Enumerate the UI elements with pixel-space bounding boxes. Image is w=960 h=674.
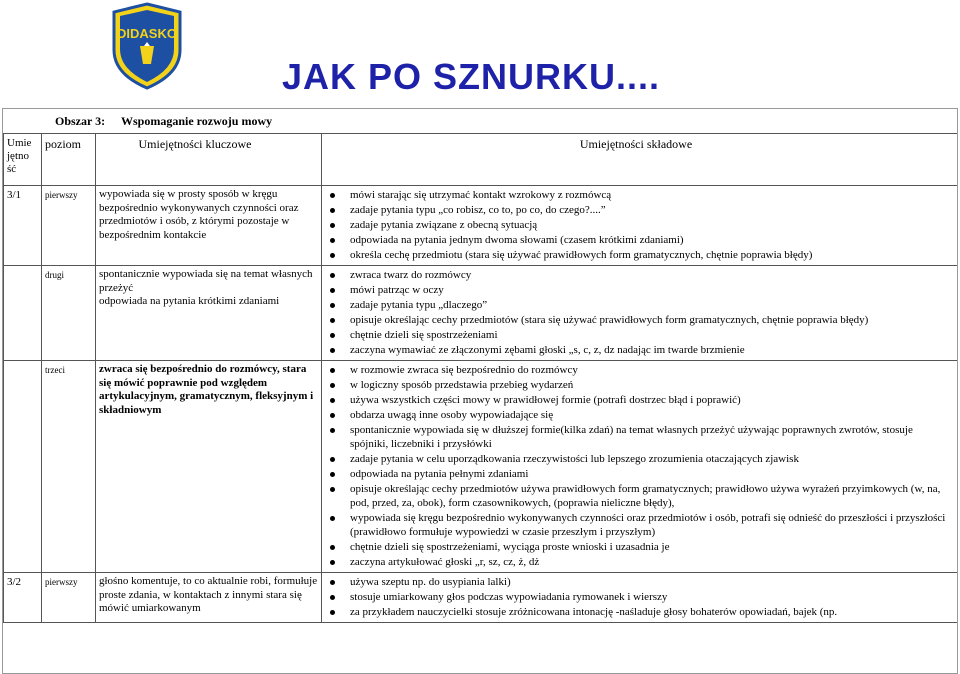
list-item-text: zaczyna artykułować głoski „r, sz, cz, ż, dż xyxy=(350,556,540,568)
list-item xyxy=(322,203,957,217)
list-item xyxy=(322,328,957,342)
bullet-icon xyxy=(330,413,335,418)
bullet-icon xyxy=(330,273,335,278)
list-item-text: mówi patrząc w oczy xyxy=(350,284,444,296)
header-level: poziom xyxy=(42,134,96,186)
table-row xyxy=(4,266,958,361)
didasko-shield-icon xyxy=(110,2,184,90)
area-name: Wspomaganie rozwoju mowy xyxy=(121,114,273,128)
list-item xyxy=(322,467,957,481)
list-item-text: opisuje określając cechy przedmiotów (stara się używać prawidłowych form gramatycznych, chętnie poprawia błędy) xyxy=(350,314,869,326)
list-item xyxy=(322,590,957,604)
list-item-text: używa szeptu np. do usypiania lalki) xyxy=(350,576,511,588)
component-skills-list xyxy=(322,186,957,265)
list-item xyxy=(322,233,957,247)
bullet-icon xyxy=(330,545,335,550)
list-item xyxy=(322,378,957,392)
list-item-text: zadaje pytania związane z obecną sytuacją xyxy=(350,219,538,231)
logo-text: DIDASKO xyxy=(117,26,177,41)
list-item-text: odpowiada na pytania pełnymi zdaniami xyxy=(350,468,529,480)
bullet-icon xyxy=(330,516,335,521)
bullet-icon xyxy=(330,253,335,258)
bullet-icon xyxy=(330,560,335,565)
area-header xyxy=(3,109,957,133)
list-item xyxy=(322,452,957,466)
skill-code xyxy=(4,266,42,361)
bullet-icon xyxy=(330,288,335,293)
list-item-text: określa cechę przedmiotu (stara się używać prawidłowych form gramatycznych, chętnie poprawia błędy) xyxy=(350,249,813,261)
bullet-icon xyxy=(330,223,335,228)
bullet-icon xyxy=(330,333,335,338)
level-label: trzeci xyxy=(42,361,96,573)
bullet-icon xyxy=(330,368,335,373)
list-item-text: opisuje określając cechy przedmiotów używa prawidłowych form gramatycznych; prawidłowo używa wyrażeń przyimkowych (w, na, pod, przed, za, obok), form czasownikowych, (poprawia nieliczne błędy), xyxy=(350,483,941,509)
list-item xyxy=(322,605,957,619)
header-skill-code: Umie jętno ść xyxy=(4,134,42,186)
header-key-skills: Umiejętności kluczowe xyxy=(96,134,322,186)
list-item xyxy=(322,511,957,539)
area-label: Obszar 3: xyxy=(55,114,106,128)
list-item-text: chętnie dzieli się spostrzeżeniami, wyciąga proste wnioski i uzasadnia je xyxy=(350,541,670,553)
key-skill: wypowiada się w prosty sposób w kręgu bezpośrednio wykonywanych czynności oraz przedmiotów i osób, z którymi pozostaje w bezpośrednim kontakcie xyxy=(96,186,322,266)
list-item xyxy=(322,540,957,554)
bullet-icon xyxy=(330,208,335,213)
bullet-icon xyxy=(330,193,335,198)
list-item xyxy=(322,408,957,422)
list-item xyxy=(322,393,957,407)
bullet-icon xyxy=(330,303,335,308)
component-skills-list xyxy=(322,266,957,360)
list-item-text: chętnie dzieli się spostrzeżeniami xyxy=(350,329,498,341)
bullet-icon xyxy=(330,595,335,600)
bullet-icon xyxy=(330,610,335,615)
list-item xyxy=(322,248,957,262)
list-item xyxy=(322,363,957,377)
list-item-text: zadaje pytania typu „co robisz, co to, po co, do czego?....” xyxy=(350,204,606,216)
component-skills-cell xyxy=(322,186,958,266)
list-item xyxy=(322,575,957,589)
bullet-icon xyxy=(330,348,335,353)
list-item-text: za przykładem nauczycielki stosuje zróżnicowana intonację -naśladuje głosy bohaterów opowiadań, bajek (np. xyxy=(350,606,838,618)
list-item xyxy=(322,313,957,327)
bullet-icon xyxy=(330,472,335,477)
bullet-icon xyxy=(330,580,335,585)
list-item-text: zwraca twarz do rozmówcy xyxy=(350,269,472,281)
list-item xyxy=(322,555,957,569)
list-item-text: spontanicznie wypowiada się w dłuższej formie(kilka zdań) na temat własnych przeżyć używając poprawnych zwrotów, stosuje spójniki, liczebniki i przysłówki xyxy=(350,424,913,450)
list-item-text: mówi starając się utrzymać kontakt wzrokowy z rozmówcą xyxy=(350,189,612,201)
table-row xyxy=(4,361,958,573)
skill-code: 3/1 xyxy=(4,186,42,266)
list-item-text: używa wszystkich części mowy w prawidłowej formie (potrafi dostrzec błąd i poprawić) xyxy=(350,394,741,406)
list-item-text: stosuje umiarkowany głos podczas wypowiadania rymowanek i wierszy xyxy=(350,591,668,603)
skills-document xyxy=(2,108,958,674)
skills-table xyxy=(3,133,958,623)
bullet-icon xyxy=(330,318,335,323)
component-skills-cell xyxy=(322,266,958,361)
skill-code: 3/2 xyxy=(4,573,42,623)
list-item-text: zadaje pytania w celu uporządkowania rzeczywistości lub lepszego zrozumienia otaczających zjawisk xyxy=(350,453,799,465)
list-item xyxy=(322,343,957,357)
list-item xyxy=(322,188,957,202)
skill-code xyxy=(4,361,42,573)
list-item xyxy=(322,218,957,232)
bullet-icon xyxy=(330,238,335,243)
list-item xyxy=(322,298,957,312)
level-label: pierwszy xyxy=(42,573,96,623)
list-item xyxy=(322,482,957,510)
component-skills-list xyxy=(322,361,957,572)
component-skills-cell xyxy=(322,361,958,573)
list-item-text: w rozmowie zwraca się bezpośrednio do rozmówcy xyxy=(350,364,578,376)
list-item-text: wypowiada się kręgu bezpośrednio wykonywanych czynności oraz przedmiotów i osób, potrafi się odnieść do przeszłości i przyszłości (prawidłowo formułuje wypowiedzi w czasie przeszłym i przyszłym) xyxy=(350,512,946,538)
bullet-icon xyxy=(330,383,335,388)
slide-title: JAK PO SZNURKU.... xyxy=(282,56,661,97)
bullet-icon xyxy=(330,487,335,492)
key-skill: głośno komentuje, to co aktualnie robi, formułuje proste zdania, w kontaktach z innymi stara się mówić umiarkowanym xyxy=(96,573,322,623)
table-header-row xyxy=(4,134,958,186)
component-skills-cell xyxy=(322,573,958,623)
component-skills-list xyxy=(322,573,957,622)
didasko-logo xyxy=(110,2,184,90)
list-item xyxy=(322,283,957,297)
level-label: pierwszy xyxy=(42,186,96,266)
list-item-text: zadaje pytania typu „dlaczego” xyxy=(350,299,488,311)
header-component-skills: Umiejętności składowe xyxy=(322,134,958,186)
bullet-icon xyxy=(330,457,335,462)
list-item-text: odpowiada na pytania jednym dwoma słowami (czasem krótkimi zdaniami) xyxy=(350,234,684,246)
key-skill: zwraca się bezpośrednio do rozmówcy, stara się mówić poprawnie pod względem artykulacyjnym, gramatycznym, fleksyjnym i składniowym xyxy=(96,361,322,573)
key-skill: spontanicznie wypowiada się na temat własnych przeżyć odpowiada na pytania krótkimi zdaniami xyxy=(96,266,322,361)
level-label: drugi xyxy=(42,266,96,361)
table-row xyxy=(4,186,958,266)
list-item-text: zaczyna wymawiać ze złączonymi zębami głoski „s, c, z, dz nadając im twarde brzmienie xyxy=(350,344,745,356)
bullet-icon xyxy=(330,428,335,433)
table-row xyxy=(4,573,958,623)
list-item-text: obdarza uwagą inne osoby wypowiadające się xyxy=(350,409,554,421)
list-item xyxy=(322,423,957,451)
bullet-icon xyxy=(330,398,335,403)
list-item xyxy=(322,268,957,282)
table-body xyxy=(4,186,958,623)
list-item-text: w logiczny sposób przedstawia przebieg wydarzeń xyxy=(350,379,574,391)
